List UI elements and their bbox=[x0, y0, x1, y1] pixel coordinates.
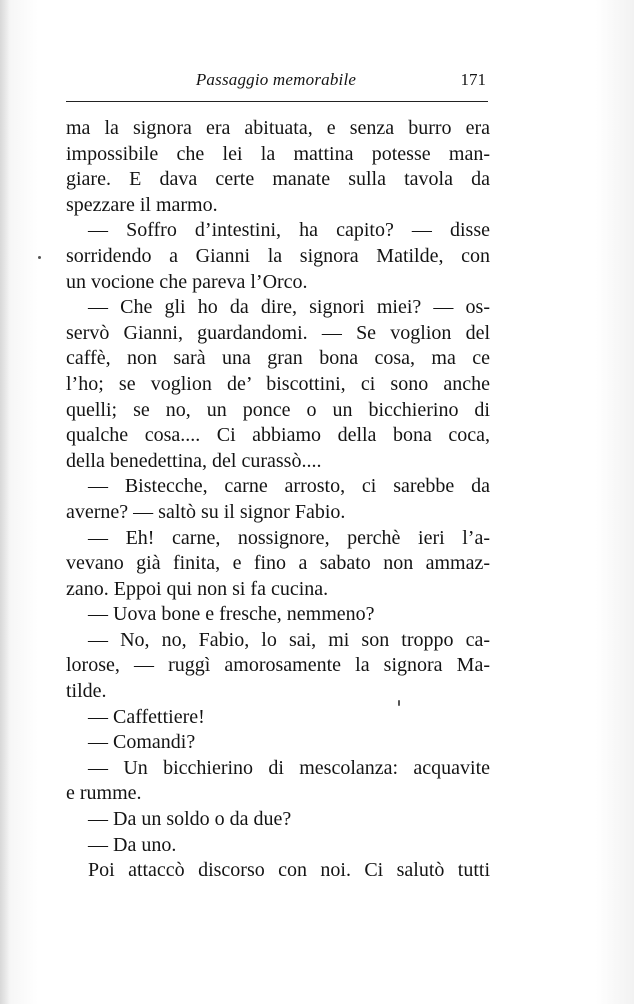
text-line: — Da uno. bbox=[88, 833, 177, 856]
text-line: ma la signora era abituata, e senza burro era bbox=[66, 117, 490, 139]
text-line: e rumme. bbox=[66, 782, 142, 805]
text-line: zano. Eppoi qui non si fa cucina. bbox=[66, 577, 329, 600]
text-line: — Eh! carne, nossignore, perchè ieri l’a- bbox=[88, 526, 490, 549]
text-line: — No, no, Fabio, lo sai, mi son troppo ca- bbox=[88, 628, 490, 651]
text-line: sorridendo a Gianni la signora Matilde, con bbox=[66, 244, 490, 267]
page-edge-shadow bbox=[0, 0, 10, 1004]
text-line: Poi attaccò discorso con noi. Ci salutò tutti bbox=[88, 859, 490, 882]
text-line: lorose, — ruggì amorosamente la signora Ma- bbox=[66, 654, 490, 677]
text-line: — Bistecche, carne arrosto, ci sarebbe da bbox=[88, 475, 490, 498]
page-number: 171 bbox=[460, 70, 486, 89]
running-head bbox=[66, 68, 490, 98]
text-line: della benedettina, del curassò.... bbox=[66, 449, 322, 472]
text-line: giare. E dava certe manate sulla tavola da bbox=[66, 168, 490, 191]
header-rule bbox=[66, 101, 488, 102]
text-line: — Caffettiere! bbox=[88, 705, 205, 728]
text-line: vevano già finita, e fino a sabato non ammaz- bbox=[66, 552, 490, 575]
text-line: — Uova bone e fresche, nemmeno? bbox=[88, 603, 375, 626]
text-line: caffè, non sarà una gran bona cosa, ma ce bbox=[66, 347, 490, 370]
text-line: impossibile che lei la mattina potesse man- bbox=[66, 142, 490, 165]
text-line: un vocione che pareva l’Orco. bbox=[66, 270, 308, 293]
text-line: tilde. bbox=[66, 680, 107, 703]
text-line: — Soffro d’intestini, ha capito? — disse bbox=[88, 219, 490, 242]
text-line: quelli; se no, un ponce o un bicchierino di bbox=[66, 398, 490, 421]
print-speck bbox=[398, 700, 400, 706]
text-line: — Un bicchierino di mescolanza: acquavite bbox=[88, 756, 490, 779]
text-line: spezzare il marmo. bbox=[66, 193, 218, 216]
running-title: Passaggio memorabile bbox=[195, 70, 357, 89]
body-text bbox=[66, 116, 490, 884]
text-line: servò Gianni, guardandomi. — Se voglion del bbox=[66, 321, 490, 344]
text-line: — Da un soldo o da due? bbox=[88, 808, 292, 831]
text-line: qualche cosa.... Ci abbiamo della bona coca, bbox=[66, 424, 490, 447]
text-line: — Che gli ho da dire, signori miei? — os- bbox=[88, 296, 490, 319]
text-line: l’ho; se voglion de’ biscottini, ci sono anche bbox=[66, 372, 490, 395]
text-line: averne? — saltò su il signor Fabio. bbox=[66, 500, 346, 523]
print-speck bbox=[38, 256, 41, 259]
text-line: — Comandi? bbox=[88, 731, 196, 754]
